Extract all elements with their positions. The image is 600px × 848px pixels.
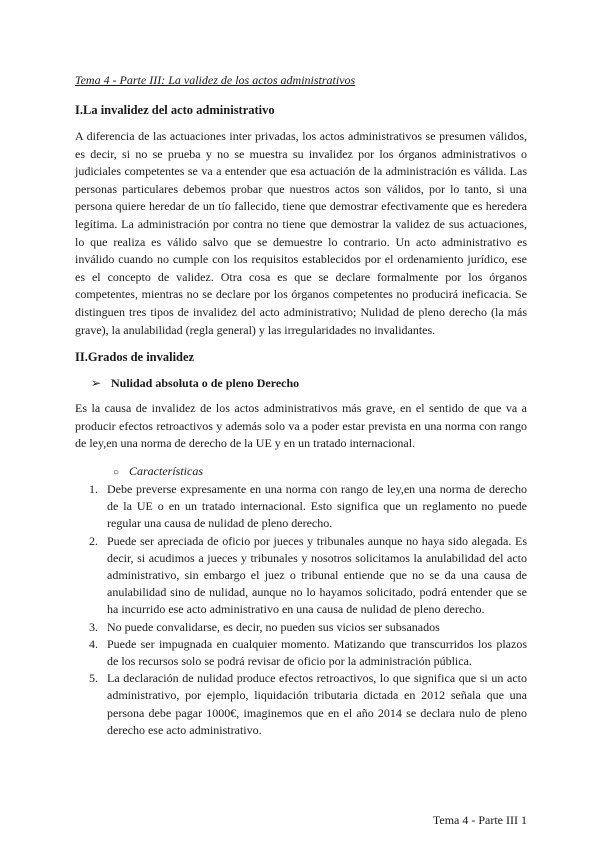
- list-item-text: Debe preverse expresamente en una norma con rango de ley,en una norma de derecho de la UE o en un tratado internacional. Esto significa que un reglamento no puede regular una causa de nulidad de pleno derecho.: [107, 481, 527, 531]
- list-item: [75, 619, 527, 636]
- list-item-number: 2.: [89, 533, 98, 548]
- list-item-text: Puede ser impugnada en cualquier momento. Matizando que transcurridos los plazos de los recursos solo se podrá revisar de oficio por la administración pública.: [107, 636, 527, 668]
- page-footer: Tema 4 - Parte III 1: [432, 813, 527, 827]
- subheading-label: Nulidad absoluta o de pleno Derecho: [111, 376, 300, 391]
- list-item: [75, 481, 527, 533]
- list-item-text: Puede ser apreciada de oficio por jueces y tribunales aunque no haya sido alegada. Es decir, si acudimos a jueces y tribunales y nosotros solicitamos la anulabilidad del acto administrativo, sin embargo el juez o tribunal entiende que no se da una causa de anulabilidad sino de nulidad, aunque no lo hayamos solicitado, podrá entender que se ha incurrido ese acto administrativo en una causa de nulidad de pleno derecho.: [107, 533, 527, 617]
- list-item-number: 4.: [89, 636, 98, 651]
- section-1-heading: I.La invalidez del acto administrativo: [75, 103, 275, 117]
- list-item: [75, 533, 527, 619]
- list-item-number: 1.: [89, 481, 98, 496]
- list-item-number: 3.: [89, 619, 98, 634]
- document-title: Tema 4 - Parte III: La validez de los actos administrativos: [75, 73, 356, 87]
- list-item: [75, 670, 527, 739]
- characteristics-list: [75, 481, 527, 739]
- section-2-heading: II.Grados de invalidez: [75, 350, 195, 365]
- section-1-paragraph: A diferencia de las actuaciones inter privadas, los actos administrativos se presumen válidos, es decir, si no se prueba y no se muestra su invalidez por los órganos administrativos o judiciales competentes se va a entender que esa actuación de la administración es válida. Las personas particulares debemos probar que nuestros actos son válidos, por lo tanto, si una persona quiere heredar de un tío fallecido, tiene que demostrar efectivamente que es heredera legítima. La administración por contra no tiene que demostrar la validez de sus actuaciones, lo que realiza es válido salvo que se demuestre lo contrario. Un acto administrativo es inválido cuando no cumple con los requisitos establecidos por el ordenamiento jurídico, ese es el concepto de validez. Otra cosa es que se declare formalmente por los órganos competentes, mientras no se declare por los órganos competentes no producirá ineficacia. Se distinguen tres tipos de invalidez del acto administrativo; Nulidad de pleno derecho (la más grave), la anulabilidad (regla general) y las irregularidades no invalidantes.: [75, 129, 527, 337]
- subheading-nulidad: [91, 375, 527, 392]
- characteristics-bullet: [113, 463, 527, 481]
- characteristics-label: Características: [129, 463, 203, 478]
- list-item-number: 5.: [89, 671, 98, 686]
- list-item-text: No puede convalidarse, es decir, no pueden sus vicios ser subsanados: [107, 619, 440, 634]
- document-page: [75, 72, 527, 739]
- circle-bullet-icon: ○: [113, 466, 120, 478]
- list-item-text: La declaración de nulidad produce efectos retroactivos, lo que significa que si un acto administrativo, por ejemplo, liquidación tributaria dictada en 2012 señala que una persona debe pagar 1000€, imaginemos que en el año 2014 se declara nulo de pleno derecho ese acto administrativo.: [107, 671, 527, 737]
- list-item: [75, 636, 527, 670]
- arrow-bullet-icon: ➢: [91, 376, 102, 391]
- section-2-paragraph: Es la causa de invalidez de los actos administrativos más grave, en el sentido de que va a producir efectos retroactivos y además solo va a poder estar prevista en una norma con rango de ley,en una norma de derecho de la UE y en un tratado internacional.: [75, 401, 527, 451]
